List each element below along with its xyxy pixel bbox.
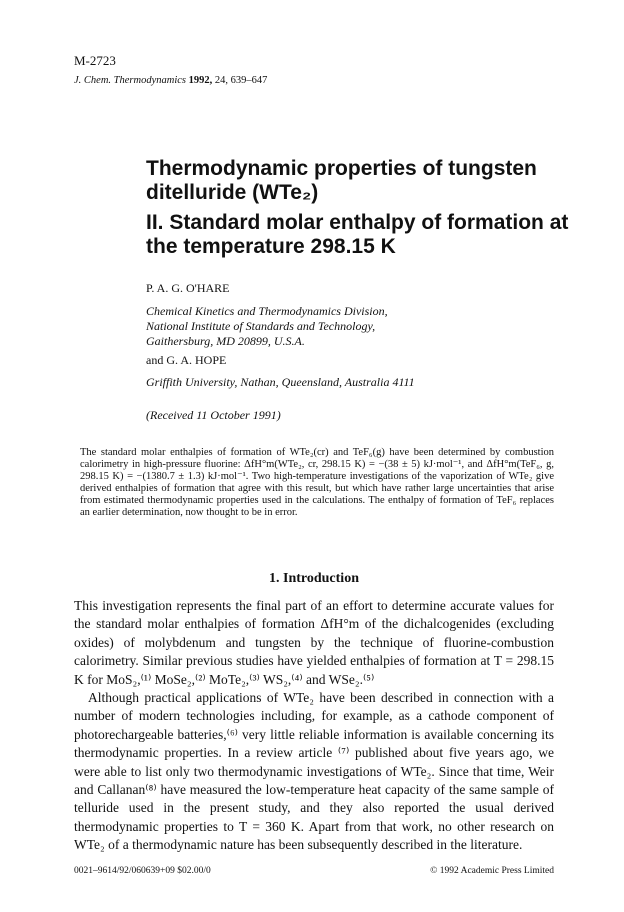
- manuscript-code: M-2723: [74, 53, 116, 68]
- journal-citation: [74, 75, 267, 86]
- title-line-1: Thermodynamic properties of tungsten ditelluride (WTe₂): [146, 157, 537, 204]
- received-date: (Received 11 October 1991): [146, 408, 281, 422]
- author-2: and G. A. HOPE: [146, 353, 227, 367]
- abstract: The standard molar enthalpies of formation of WTe₂(cr) and TeF₆(g) have been determined by combustion calorimetry in high-pressure fluorine: ΔfH°m(WTe₂, cr, 298.15 K) = −(38 ± 5) kJ·mol⁻¹, and ΔfH°m(TeF₆, g, 298.15 K) = −(1380.7 ± 1.3) kJ·mol⁻¹. Two high-temperature investigations of the vaporization of WTe₂ give derived enthalpies of formation that agree with this result, but which have rather large uncertainties that arise from estimated thermodynamic properties used in the calculations. The enthalpy of formation of TeF₆ replaces an earlier determination, now thought to be in error.: [80, 447, 554, 518]
- footer-code: 0021–9614/92/060639+09 $02.00/0: [74, 866, 211, 876]
- page-footer: [74, 866, 554, 876]
- section-heading: 1. Introduction: [269, 571, 359, 586]
- journal-year: 1992,: [188, 75, 213, 86]
- affiliation-1-line: Gaithersburg, MD 20899, U.S.A.: [146, 334, 305, 348]
- affiliation-1: [146, 304, 388, 349]
- author-1: P. A. G. O'HARE: [146, 281, 230, 295]
- title-line-2: II. Standard molar enthalpy of formation at the temperature 298.15 K: [146, 211, 569, 258]
- paragraph: This investigation represents the final part of an effort to determine accurate values for the standard molar enthalpies of formation ΔfH°m of the dichalcogenides (excluding oxides) of molybdenum and tungsten by the technique of fluorine-combustion calorimetry. Similar previous studies have yielded enthalpies of formation at T = 298.15 K for MoS₂,⁽¹⁾ MoSe₂,⁽²⁾ MoTe₂,⁽³⁾ WS₂,⁽⁴⁾ and WSe₂.⁽⁵⁾: [74, 598, 554, 687]
- copyright: © 1992 Academic Press Limited: [430, 866, 554, 876]
- paper-title: [146, 157, 576, 265]
- journal-pages: 24, 639–647: [214, 75, 268, 86]
- journal-name: J. Chem. Thermodynamics: [74, 75, 186, 86]
- affiliation-1-line: Chemical Kinetics and Thermodynamics Division,: [146, 304, 388, 318]
- affiliation-1-line: National Institute of Standards and Technology,: [146, 319, 376, 333]
- paragraph: Although practical applications of WTe₂ have been described in connection with a number of modern technologies including, for example, as a cathode component of photorechargeable batteries,⁽⁶⁾ very little reliable information is available concerning its thermodynamic properties. In a review article ⁽⁷⁾ published about five years ago, we were able to list only two thermodynamic investigations of WTe₂. Since that time, Weir and Callanan⁽⁸⁾ have measured the low-temperature heat capacity of the same sample of telluride used in the present study, and they also reported the usual derived thermodynamic properties to T = 360 K. Apart from that work, no other research on WTe₂ of a thermodynamic nature has been subsequently described in the literature.: [74, 690, 554, 853]
- affiliation-2: Griffith University, Nathan, Queensland, Australia 4111: [146, 375, 415, 389]
- body-text: [74, 597, 554, 855]
